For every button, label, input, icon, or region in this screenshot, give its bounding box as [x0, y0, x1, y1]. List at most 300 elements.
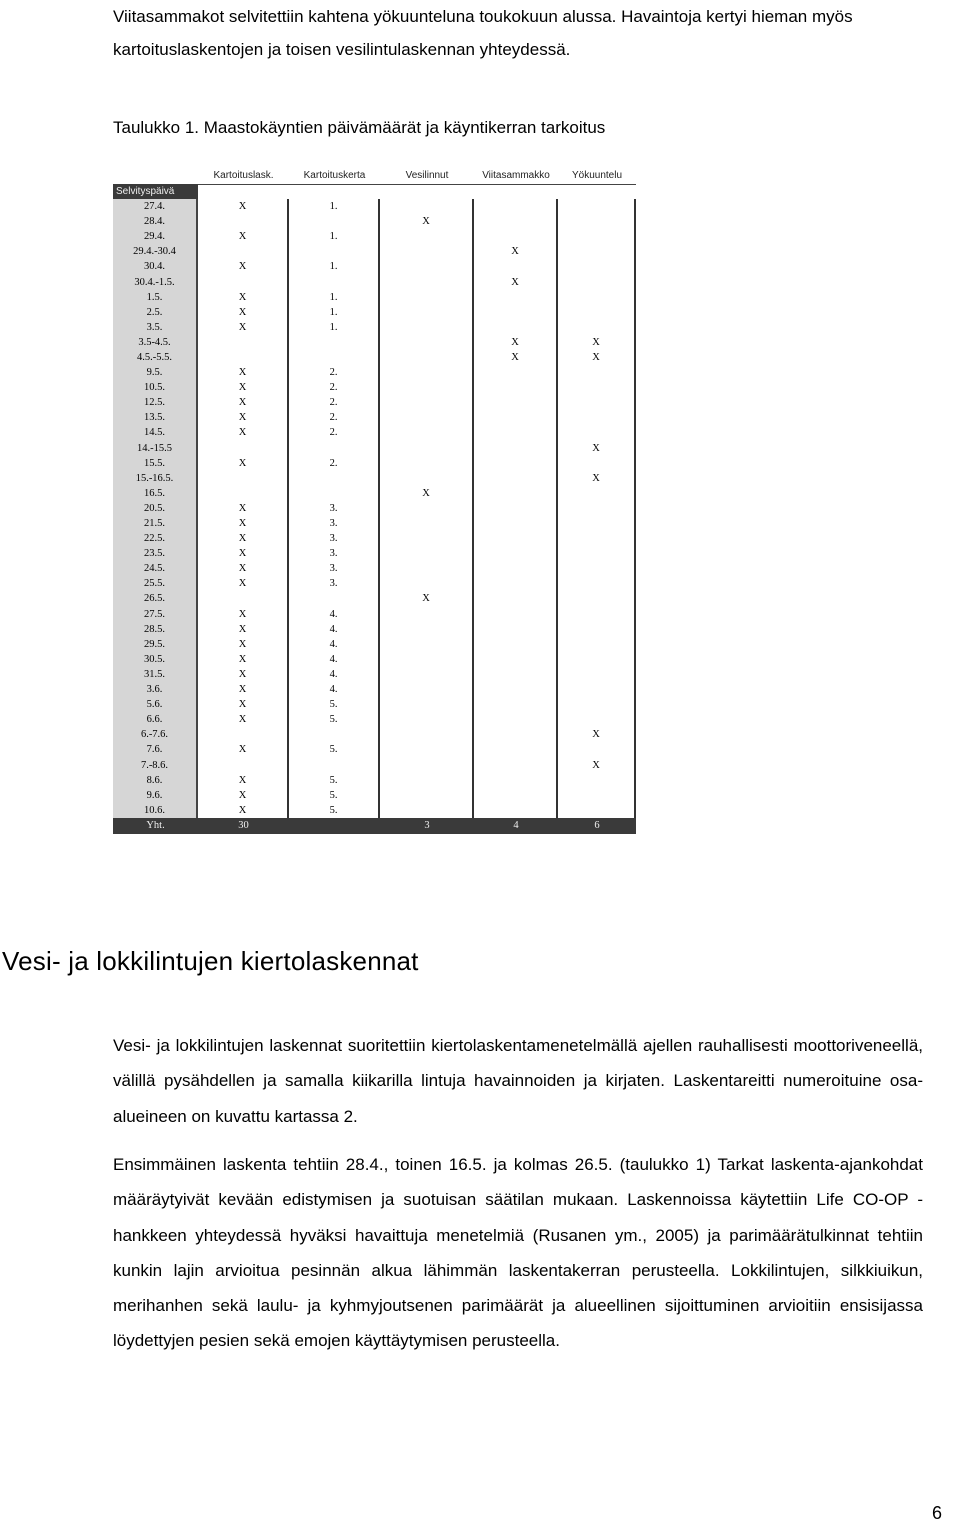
table-cell — [558, 320, 636, 335]
table-cell: 4. — [289, 652, 380, 667]
table-cell — [380, 229, 474, 244]
date-cell: 24.5. — [113, 561, 198, 576]
table-cell — [198, 441, 289, 456]
table-cell — [380, 637, 474, 652]
table-cell: X — [198, 682, 289, 697]
table-cell — [474, 576, 558, 591]
table-cell — [289, 757, 380, 772]
date-cell: 7.6. — [113, 742, 198, 757]
table-row — [113, 682, 636, 697]
table-row — [113, 395, 636, 410]
table-cell: 3. — [289, 531, 380, 546]
table-row — [113, 335, 636, 350]
table-cell — [380, 259, 474, 274]
table-cell: X — [380, 486, 474, 501]
table-cell: 3. — [289, 546, 380, 561]
table-cell — [558, 290, 636, 305]
table-cell — [474, 456, 558, 471]
column-header — [113, 167, 198, 184]
table-cell: X — [474, 274, 558, 289]
table-cell — [558, 576, 636, 591]
date-cell: 28.4. — [113, 214, 198, 229]
table-cell: X — [198, 365, 289, 380]
date-cell: 1.5. — [113, 290, 198, 305]
table-cell — [380, 727, 474, 742]
date-cell: 7.-8.6. — [113, 757, 198, 772]
table-cell — [474, 320, 558, 335]
table-cell — [558, 516, 636, 531]
table-cell — [474, 214, 558, 229]
table-cell — [380, 441, 474, 456]
table-cell — [558, 244, 636, 259]
table-cell — [474, 637, 558, 652]
table-header-row — [113, 167, 636, 184]
table-cell: X — [198, 425, 289, 440]
table-row — [113, 441, 636, 456]
table-cell — [558, 229, 636, 244]
table-cell — [558, 305, 636, 320]
date-cell: 5.6. — [113, 697, 198, 712]
table-cell — [380, 290, 474, 305]
table-cell: 2. — [289, 410, 380, 425]
table-cell — [380, 531, 474, 546]
visit-dates-table — [113, 167, 636, 834]
table-row — [113, 274, 636, 289]
table-cell — [380, 471, 474, 486]
table-cell — [558, 742, 636, 757]
table-row — [113, 652, 636, 667]
date-cell: 29.4. — [113, 229, 198, 244]
table-cell — [380, 652, 474, 667]
table-cell — [558, 365, 636, 380]
date-cell: 25.5. — [113, 576, 198, 591]
table-cell — [558, 667, 636, 682]
date-cell: 29.5. — [113, 637, 198, 652]
table-row — [113, 788, 636, 803]
table-cell: X — [198, 773, 289, 788]
table-cell — [474, 667, 558, 682]
table-cell: 5. — [289, 773, 380, 788]
body-paragraph-1: Vesi- ja lokkilintujen laskennat suoritettiin kiertolaskentamenetelmällä ajellen rauhallisesti moottoriveneellä, välillä pysähdellen ja samalla kiikarilla lintuja havainnoiden ja kirjaten. Laskentareitti numeroituine osa-alueineen on kuvattu kartassa 2. — [113, 1036, 923, 1126]
table-cell: 5. — [289, 742, 380, 757]
table-cell — [558, 425, 636, 440]
table-cell: 5. — [289, 712, 380, 727]
table-cell: 4. — [289, 682, 380, 697]
date-cell: 8.6. — [113, 773, 198, 788]
table-cell: 4. — [289, 667, 380, 682]
table-cell — [474, 546, 558, 561]
table-row — [113, 622, 636, 637]
table-cell: X — [198, 199, 289, 214]
date-cell: 31.5. — [113, 667, 198, 682]
table-cell: X — [198, 546, 289, 561]
table-cell — [474, 757, 558, 772]
table-cell: 2. — [289, 425, 380, 440]
table-cell: X — [198, 788, 289, 803]
table-row — [113, 637, 636, 652]
table-cell: X — [198, 410, 289, 425]
table-cell: 4. — [289, 637, 380, 652]
table-cell: X — [198, 607, 289, 622]
table-cell — [380, 410, 474, 425]
table-cell: X — [198, 652, 289, 667]
table-cell: X — [198, 516, 289, 531]
table-cell — [380, 697, 474, 712]
table-cell — [380, 380, 474, 395]
date-cell: 9.5. — [113, 365, 198, 380]
table-cell — [289, 486, 380, 501]
date-cell: 13.5. — [113, 410, 198, 425]
table-cell: X — [198, 320, 289, 335]
table-cell: X — [198, 712, 289, 727]
table-cell: 2. — [289, 456, 380, 471]
table-row — [113, 712, 636, 727]
table-cell — [380, 667, 474, 682]
table-cell: 4. — [289, 607, 380, 622]
table-cell — [380, 425, 474, 440]
table-cell: X — [198, 229, 289, 244]
table-cell — [474, 516, 558, 531]
table-cell — [474, 486, 558, 501]
table-cell — [380, 682, 474, 697]
table-row — [113, 380, 636, 395]
table-caption: Taulukko 1. Maastokäyntien päivämäärät ja käyntikerran tarkoitus — [113, 118, 606, 137]
date-cell: 27.4. — [113, 199, 198, 214]
table-cell — [558, 773, 636, 788]
table-cell — [474, 773, 558, 788]
date-cell: 15.5. — [113, 456, 198, 471]
table-cell — [289, 274, 380, 289]
date-cell: 27.5. — [113, 607, 198, 622]
date-cell: 9.6. — [113, 788, 198, 803]
table-cell — [474, 395, 558, 410]
date-cell: 6.-7.6. — [113, 727, 198, 742]
table-cell: X — [380, 214, 474, 229]
table-cell: X — [558, 727, 636, 742]
table-cell — [380, 350, 474, 365]
table-cell — [558, 546, 636, 561]
column-header: Vesilinnut — [405, 170, 449, 181]
table-cell — [474, 425, 558, 440]
table-cell — [380, 365, 474, 380]
table-cell — [380, 742, 474, 757]
table-cell — [198, 757, 289, 772]
table-row — [113, 259, 636, 274]
table-cell — [380, 773, 474, 788]
table-cell: X — [198, 305, 289, 320]
table-cell — [558, 380, 636, 395]
table-cell: 3. — [289, 576, 380, 591]
table-cell: X — [198, 742, 289, 757]
table-row — [113, 290, 636, 305]
table-cell — [198, 486, 289, 501]
total-cell: 30 — [198, 818, 289, 834]
table-cell: X — [198, 803, 289, 818]
total-cell: 6 — [558, 818, 636, 834]
table-cell — [198, 274, 289, 289]
table-cell — [474, 471, 558, 486]
table-cell — [289, 471, 380, 486]
table-cell — [380, 456, 474, 471]
table-cell: X — [558, 471, 636, 486]
table-cell — [474, 742, 558, 757]
date-cell: 30.4.-1.5. — [113, 274, 198, 289]
table-cell — [289, 214, 380, 229]
table-cell — [380, 516, 474, 531]
table-row — [113, 576, 636, 591]
table-row — [113, 229, 636, 244]
table-cell: X — [198, 561, 289, 576]
table-cell — [474, 199, 558, 214]
column-header: Kartoituskerta — [303, 170, 366, 181]
table-cell — [380, 622, 474, 637]
table-row — [113, 697, 636, 712]
table-cell — [198, 335, 289, 350]
table-cell — [380, 274, 474, 289]
table-cell — [558, 274, 636, 289]
body-paragraph-2: Ensimmäinen laskenta tehtiin 28.4., toinen 16.5. ja kolmas 26.5. (taulukko 1) Tarkat laskenta-ajankohdat määräytyivät kevään edistymisen ja suotuisan säätilan mukaan. Laskennoissa käytettiin Life CO-OP -hankkeen yhteydessä hyväksi havaittuja menetelmiä (Rusanen ym., 2005) ja parimäärätulkinnat tehtiin kunkin lajin arvioitua pesinnän alkua lähimmän laskentakerran perusteella. Lokkilintujen, silkkiuikun, merihanhen sekä laulu- ja kyhmyjoutsenen parimäärät ja alueellinen sijoittuminen arvioitiin ensisijassa löydettyjen pesien sekä emojen käyttäytymisen perusteella. — [113, 1155, 923, 1351]
table-row — [113, 486, 636, 501]
table-row — [113, 214, 636, 229]
table-cell — [380, 561, 474, 576]
table-cell — [474, 803, 558, 818]
table-cell — [198, 350, 289, 365]
table-cell — [198, 727, 289, 742]
table-cell — [558, 622, 636, 637]
table-cell: 3. — [289, 501, 380, 516]
total-cell: 3 — [380, 818, 474, 834]
table-cell — [474, 290, 558, 305]
table-cell — [289, 244, 380, 259]
total-cell — [289, 818, 380, 834]
table-cell: X — [198, 259, 289, 274]
date-cell: 4.5.-5.5. — [113, 350, 198, 365]
date-cell: 12.5. — [113, 395, 198, 410]
table-cell: X — [198, 456, 289, 471]
intro-paragraph: Viitasammakot selvitettiin kahtena yökuunteluna toukokuun alussa. Havaintoja kertyi hieman myös kartoituslaskentojen ja toisen vesilintulaskennan yhteydessä. — [113, 7, 853, 59]
table-cell — [558, 788, 636, 803]
table-row — [113, 773, 636, 788]
table-cell: X — [198, 622, 289, 637]
date-cell: 22.5. — [113, 531, 198, 546]
column-header: Yökuuntelu — [571, 170, 623, 181]
table-cell: X — [474, 350, 558, 365]
table-cell: X — [198, 576, 289, 591]
table-row — [113, 531, 636, 546]
table-cell — [474, 259, 558, 274]
table-total-row — [113, 818, 636, 834]
table-cell: 2. — [289, 395, 380, 410]
table-cell: 1. — [289, 290, 380, 305]
table-cell — [474, 788, 558, 803]
table-cell: 5. — [289, 788, 380, 803]
date-cell: 3.5-4.5. — [113, 335, 198, 350]
date-cell: 20.5. — [113, 501, 198, 516]
table-cell — [474, 410, 558, 425]
table-cell: X — [198, 667, 289, 682]
table-cell: 3. — [289, 516, 380, 531]
column-header: Kartoituslask. — [213, 170, 274, 181]
table-cell — [380, 335, 474, 350]
table-cell — [289, 441, 380, 456]
table-cell — [558, 214, 636, 229]
date-cell: 23.5. — [113, 546, 198, 561]
table-cell: 5. — [289, 803, 380, 818]
table-cell: 1. — [289, 320, 380, 335]
table-cell: X — [558, 441, 636, 456]
table-cell — [474, 682, 558, 697]
date-cell: 3.6. — [113, 682, 198, 697]
table-cell — [474, 561, 558, 576]
table-cell: X — [558, 757, 636, 772]
section-heading: Vesi- ja lokkilintujen kiertolaskennat — [2, 946, 419, 976]
table-cell: 2. — [289, 380, 380, 395]
date-cell: 15.-16.5. — [113, 471, 198, 486]
table-cell — [198, 244, 289, 259]
table-cell — [474, 380, 558, 395]
date-cell: 28.5. — [113, 622, 198, 637]
date-cell: 2.5. — [113, 305, 198, 320]
table-cell — [558, 803, 636, 818]
table-row — [113, 607, 636, 622]
table-cell — [558, 501, 636, 516]
table-cell — [474, 622, 558, 637]
table-cell — [198, 471, 289, 486]
date-cell: 21.5. — [113, 516, 198, 531]
table-cell — [474, 531, 558, 546]
date-cell: 6.6. — [113, 712, 198, 727]
table-cell: X — [474, 335, 558, 350]
table-row — [113, 742, 636, 757]
table-row — [113, 365, 636, 380]
total-label: Yht. — [113, 818, 198, 834]
table-cell — [289, 591, 380, 606]
table-cell — [380, 757, 474, 772]
table-cell — [558, 531, 636, 546]
table-cell — [558, 652, 636, 667]
table-cell: X — [198, 395, 289, 410]
table-row — [113, 803, 636, 818]
table-row — [113, 546, 636, 561]
table-cell: X — [380, 591, 474, 606]
table-cell — [380, 607, 474, 622]
table-cell — [558, 682, 636, 697]
date-cell: 3.5. — [113, 320, 198, 335]
table-row — [113, 727, 636, 742]
table-row — [113, 456, 636, 471]
table-cell: 2. — [289, 365, 380, 380]
table-cell — [380, 788, 474, 803]
table-cell — [474, 712, 558, 727]
table-row — [113, 516, 636, 531]
table-cell — [558, 607, 636, 622]
date-cell: 30.5. — [113, 652, 198, 667]
table-row — [113, 757, 636, 772]
date-cell: 14.-15.5 — [113, 441, 198, 456]
table-cell — [558, 637, 636, 652]
table-body — [113, 199, 636, 818]
date-cell: 29.4.-30.4 — [113, 244, 198, 259]
table-cell: 5. — [289, 697, 380, 712]
table-cell: 1. — [289, 229, 380, 244]
table-cell — [289, 335, 380, 350]
row-label-header: Selvityspäivä — [113, 184, 198, 199]
table-cell — [380, 712, 474, 727]
table-cell — [380, 546, 474, 561]
table-row — [113, 350, 636, 365]
table-cell — [474, 229, 558, 244]
table-cell — [558, 199, 636, 214]
date-cell: 26.5. — [113, 591, 198, 606]
table-cell — [289, 727, 380, 742]
table-cell: X — [198, 697, 289, 712]
table-row — [113, 667, 636, 682]
table-cell — [474, 607, 558, 622]
table-cell: X — [198, 637, 289, 652]
table-cell: 1. — [289, 259, 380, 274]
table-cell — [380, 803, 474, 818]
table-cell — [558, 591, 636, 606]
table-cell — [474, 441, 558, 456]
table-cell — [558, 697, 636, 712]
table-cell — [558, 561, 636, 576]
table-cell: X — [198, 380, 289, 395]
table-cell: X — [198, 290, 289, 305]
page-number: 6 — [931, 1503, 942, 1523]
table-row — [113, 305, 636, 320]
table-cell — [474, 305, 558, 320]
table-row — [113, 591, 636, 606]
table-cell — [380, 501, 474, 516]
table-cell: X — [198, 531, 289, 546]
table-cell — [558, 259, 636, 274]
table-cell — [198, 214, 289, 229]
table-cell: X — [558, 335, 636, 350]
table-cell — [380, 244, 474, 259]
date-cell: 10.6. — [113, 803, 198, 818]
table-cell — [558, 395, 636, 410]
table-row — [113, 471, 636, 486]
table-row — [113, 199, 636, 214]
table-cell — [380, 320, 474, 335]
table-cell — [474, 727, 558, 742]
column-header: Viitasammakko — [482, 170, 550, 181]
table-row — [113, 320, 636, 335]
table-cell: X — [198, 501, 289, 516]
table-row — [113, 244, 636, 259]
table-cell — [474, 501, 558, 516]
table-cell: 4. — [289, 622, 380, 637]
table-cell — [474, 365, 558, 380]
date-cell: 10.5. — [113, 380, 198, 395]
table-cell — [380, 576, 474, 591]
table-cell: 1. — [289, 199, 380, 214]
table-cell — [558, 410, 636, 425]
table-cell — [380, 395, 474, 410]
table-cell: 3. — [289, 561, 380, 576]
table-cell — [474, 591, 558, 606]
table-cell: X — [474, 244, 558, 259]
date-cell: 14.5. — [113, 425, 198, 440]
date-cell: 16.5. — [113, 486, 198, 501]
table-row — [113, 501, 636, 516]
total-cell: 4 — [474, 818, 558, 834]
date-cell: 30.4. — [113, 259, 198, 274]
table-cell — [558, 486, 636, 501]
table-cell — [289, 350, 380, 365]
table-cell: X — [558, 350, 636, 365]
table-cell — [198, 591, 289, 606]
